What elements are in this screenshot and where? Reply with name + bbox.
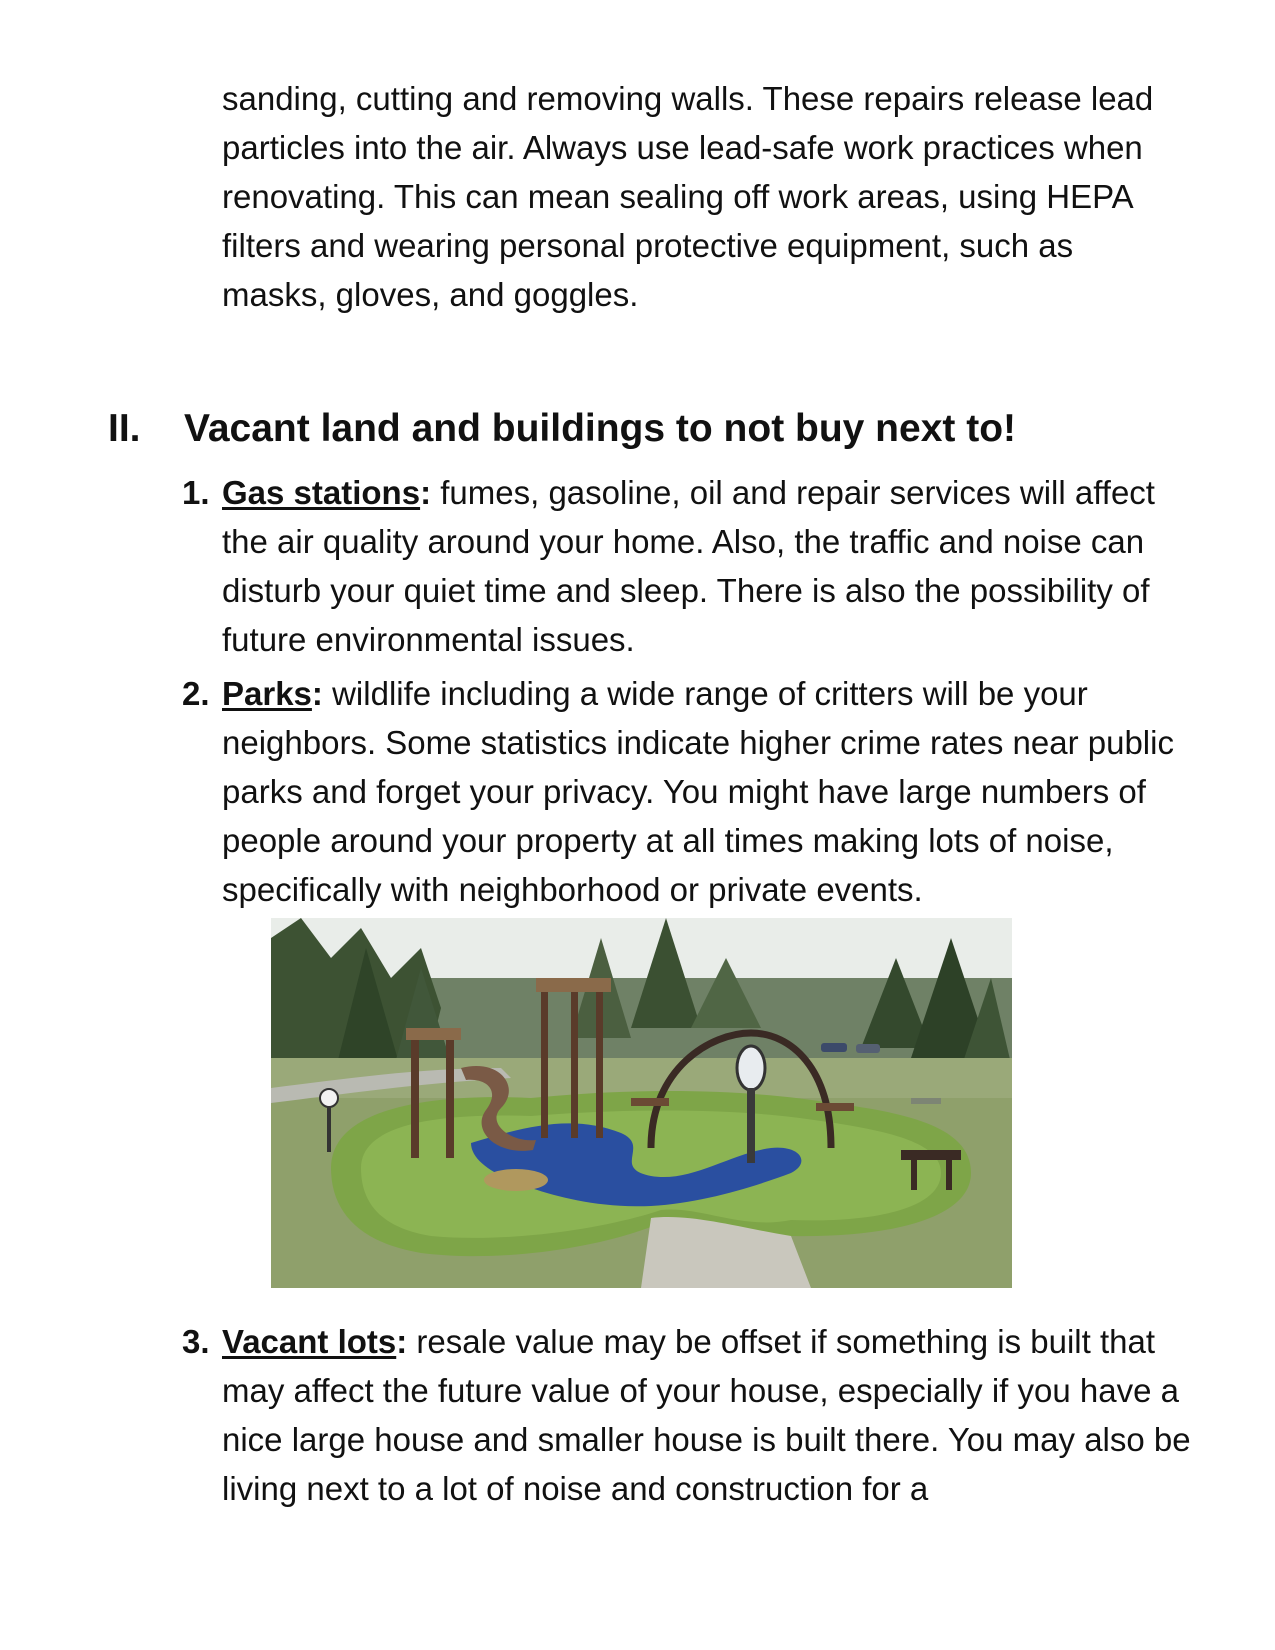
section-title: Vacant land and buildings to not buy next to! (184, 407, 1017, 450)
list-item-number: 1. (182, 474, 210, 511)
continuation-paragraph: sanding, cutting and removing walls. These repairs release lead particles into the air. Always use lead-safe work practices when renovating. This can mean sealing off work areas, using HEPA filters and wearing personal protective equipment, such as masks, gloves, and goggles. (222, 80, 1154, 313)
list-item-body (222, 1317, 1192, 1513)
list-item-colon: : (420, 474, 432, 511)
playground-park-photo (271, 918, 1012, 1288)
list-item-term: Parks (222, 675, 312, 712)
section-numeral: II. (108, 407, 141, 450)
list-item-colon: : (396, 1323, 408, 1360)
list-item-term: Gas stations (222, 474, 421, 511)
section-heading (108, 404, 1208, 454)
list-item-term: Vacant lots (222, 1323, 397, 1360)
list-item-parks (182, 669, 1192, 914)
list-item-body (222, 669, 1192, 914)
list-item-number: 2. (182, 675, 210, 712)
list-item-text: resale value may be offset if something is built that may affect the future value of your house, especially if you have a nice large house and smaller house is built there. You may also be living next to a lot of noise and construction for a (222, 1323, 1191, 1507)
list-item-vacant-lots (182, 1317, 1192, 1513)
list-item-text: fumes, gasoline, oil and repair services will affect the air quality around your home. Also, the traffic and noise can disturb your quiet time and sleep. There is also the possibility of future environmental issues. (222, 474, 1155, 658)
list-item-text: wildlife including a wide range of critters will be your neighbors. Some statistics indicate higher crime rates near public parks and forget your privacy. You might have large numbers of people around your property at all times making lots of noise, specifically with neighborhood or private events. (222, 675, 1174, 908)
list-item-gas-stations (182, 468, 1192, 664)
list-item-colon: : (311, 675, 323, 712)
list-item-body (222, 468, 1192, 664)
list-item-number: 3. (182, 1323, 210, 1360)
